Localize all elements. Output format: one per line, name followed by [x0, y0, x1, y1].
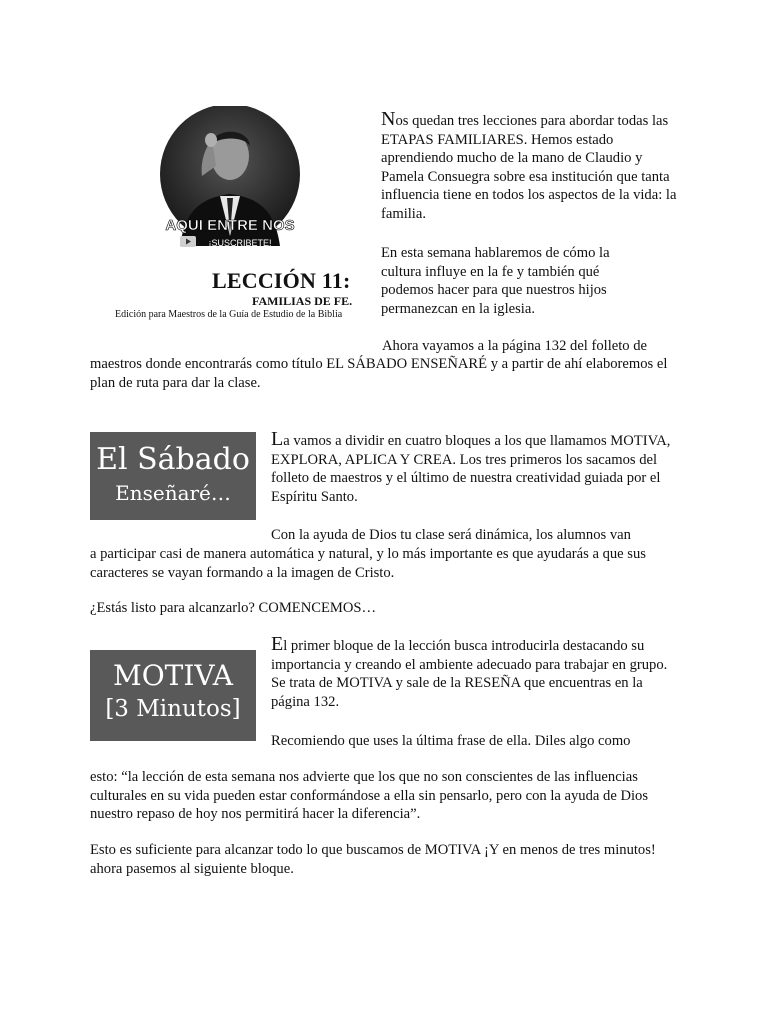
channel-name: AQUI ENTRE NOS — [165, 217, 295, 234]
motiva-box — [90, 650, 256, 741]
box-subtitle: [3 Minutos] — [105, 696, 241, 722]
sabado-paragraph-3: a participar casi de manera automática y natural, y lo más importante es que ayudarás a que sus caracteres se vayan formando a la imagen de Cristo. — [90, 546, 646, 581]
sabado-paragraph-4: ¿Estás listo para alcanzarlo? COMENCEMOS… — [90, 600, 377, 616]
motiva-paragraph-4: Esto es suficiente para alcanzar todo lo que buscamos de MOTIVA ¡Y en menos de tres minutos! ahora pasemos al siguiente bloque. — [90, 842, 656, 877]
sabado-ensenare-box — [90, 432, 256, 520]
paragraph-text: os quedan tres lecciones para abordar todas las ETAPAS FAMILIARES. Hemos estado aprendiendo mucho de la mano de Claudio y Pamela Consuegra sobre esa institución que tanta influencia tiene en todos los aspectos de la vida: la familia. — [381, 113, 677, 222]
aqui-entre-nos-logo — [140, 106, 320, 258]
drop-cap: N — [381, 108, 396, 130]
subscribe-label: ¡SUSCRIBETE! — [208, 238, 272, 248]
drop-cap: L — [271, 428, 284, 450]
intro-paragraph-3: Ahora vayamos a la página 132 del folleto de — [382, 338, 648, 354]
motiva-paragraph-1 — [271, 633, 671, 711]
intro-paragraph-4: maestros donde encontrarás como título EL SÁBADO ENSEÑARÉ y a partir de ahí elaboremos el plan de ruta para dar la clase. — [90, 356, 668, 391]
motiva-paragraph-3: esto: “la lección de esta semana nos advierte que los que no son conscientes de las influencias culturales en su vida pueden estar conformándose a ella sin pensarlo, pero con la ayuda de Dios nuestro repaso de hoy nos permitirá hacer la diferencia”. — [90, 769, 649, 823]
paragraph-text: a vamos a dividir en cuatro bloques a los que llamamos MOTIVA, EXPLORA, APLICA Y CREA. Los tres primeros los sacamos del folleto de maestros y el último de nuestra creatividad guiada por el Espíritu Santo. — [271, 433, 671, 505]
drop-cap: E — [271, 633, 284, 655]
intro-paragraph-1 — [381, 108, 681, 224]
youtube-play-icon — [180, 236, 196, 247]
sabado-paragraph-1 — [271, 428, 671, 506]
motiva-paragraph-2: Recomiendo que uses la última frase de ella. Diles algo como — [271, 733, 631, 749]
paragraph-text: l primer bloque de la lección busca introducirla destacando su importancia y creando el ambiente adecuado para trabajar en grupo. Se trata de MOTIVA y sale de la RESEÑA que encuentras en la página 132. — [271, 638, 668, 710]
lesson-subtitle: FAMILIAS DE FE. — [252, 294, 353, 308]
box-subtitle: Enseñaré… — [115, 481, 231, 505]
lesson-edition: Edición para Maestros de la Guía de Estudio de la Biblia — [115, 309, 343, 320]
intro-paragraph-2: En esta semana hablaremos de cómo la cultura influye en la fe y también qué podemos hacer para que nuestros hijos permanezcan en la iglesia. — [381, 245, 610, 317]
box-title: El Sábado — [96, 442, 250, 477]
box-title: MOTIVA — [113, 659, 233, 692]
sabado-paragraph-2: Con la ayuda de Dios tu clase será dinámica, los alumnos van — [271, 527, 631, 543]
lesson-title: LECCIÓN 11: — [212, 268, 351, 293]
